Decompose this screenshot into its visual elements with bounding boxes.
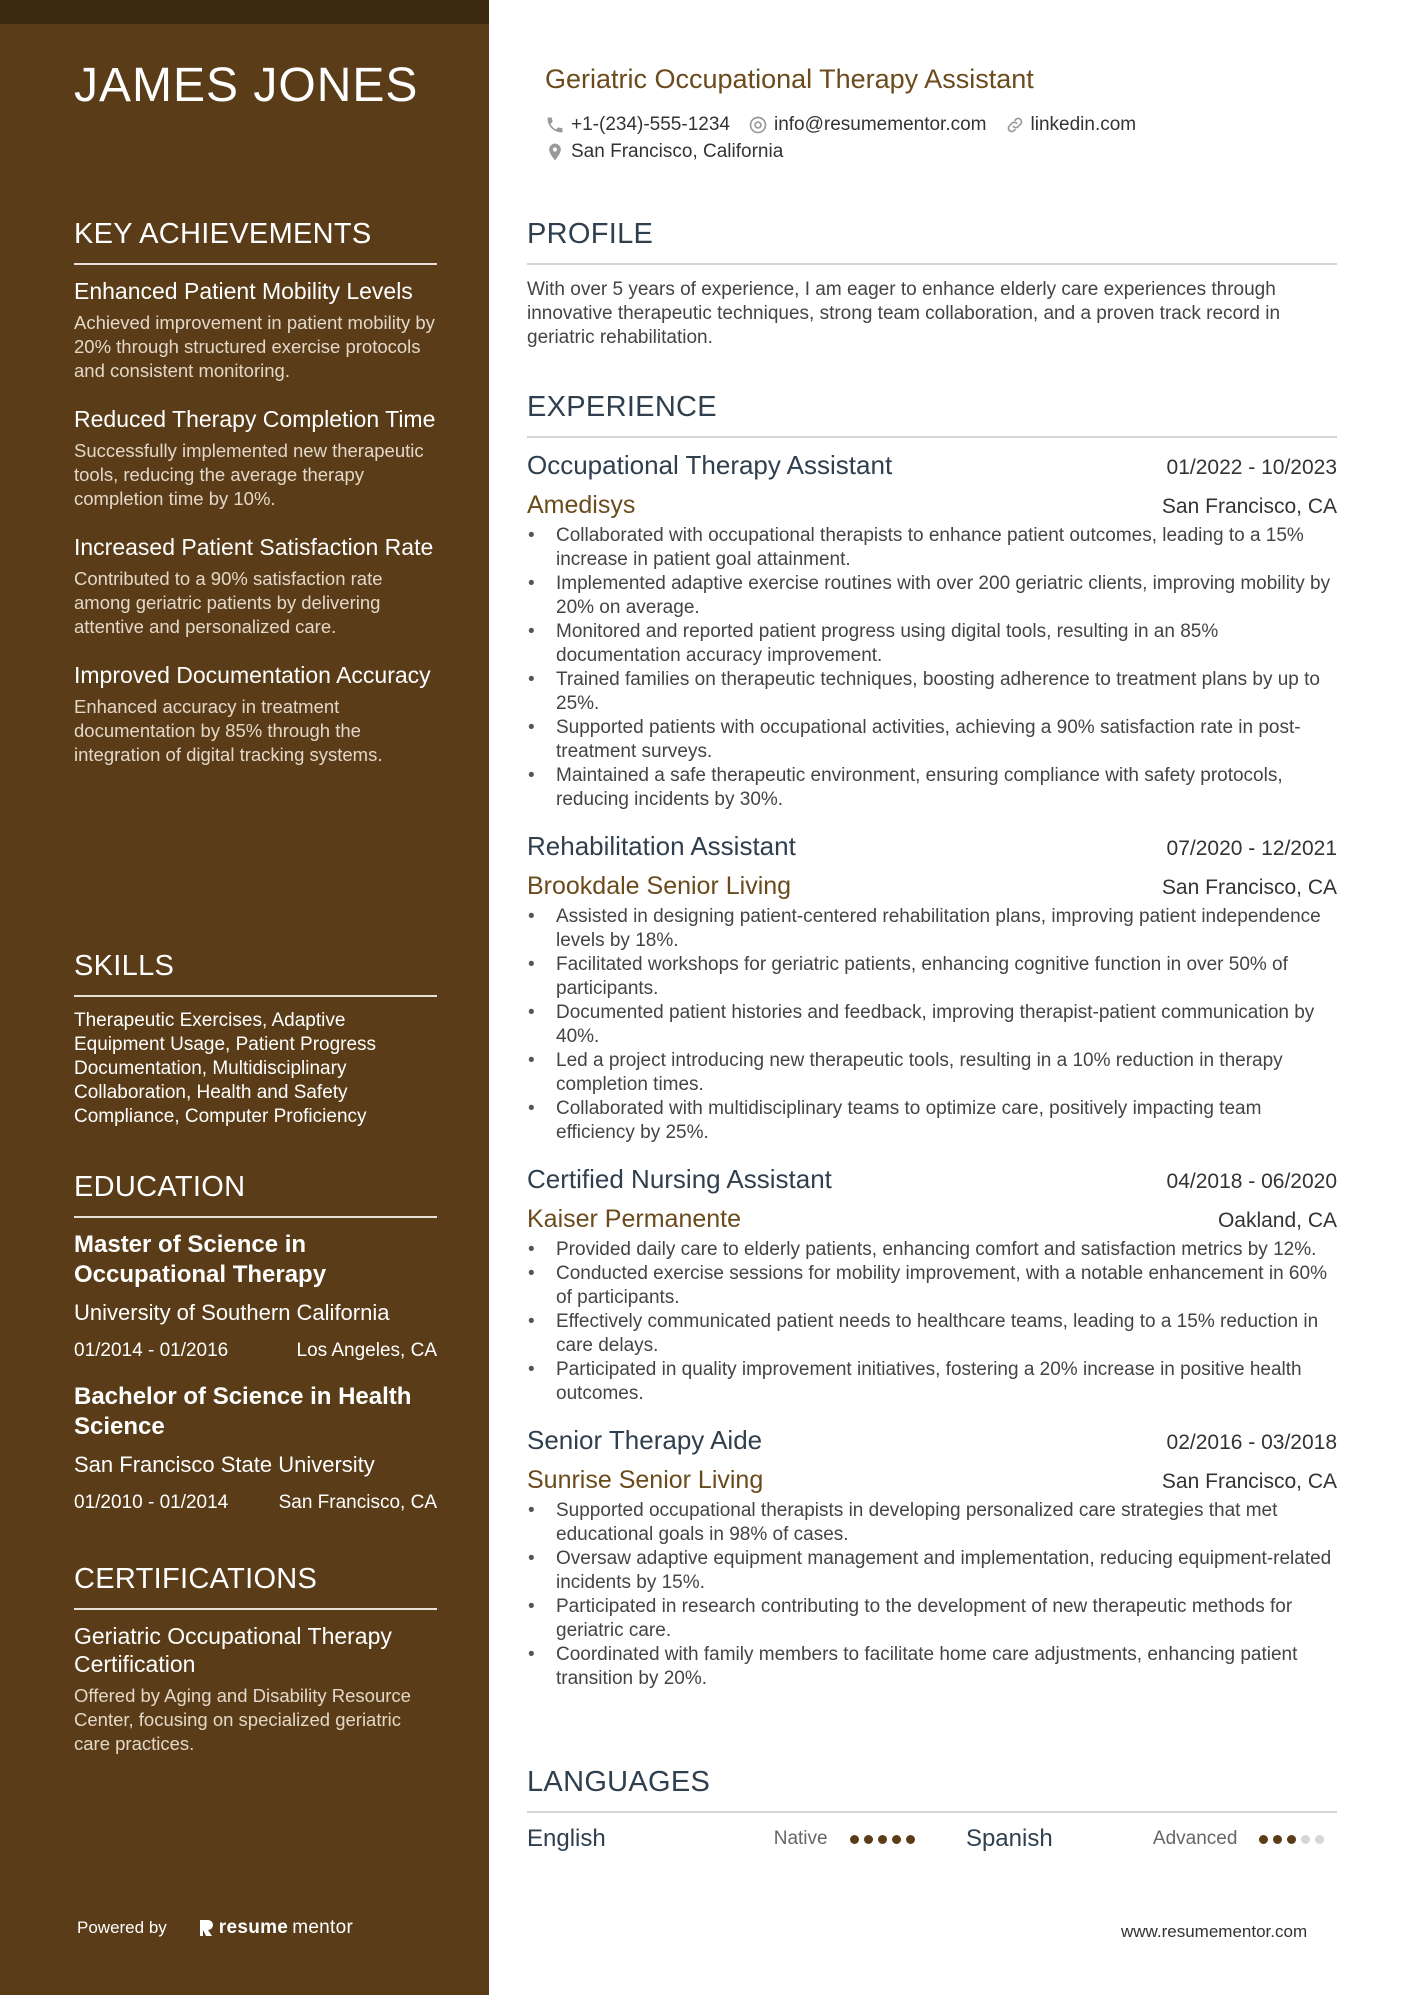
company-name: Kaiser Permanente	[527, 1205, 742, 1233]
contact-phone[interactable]: +1-(234)-555-1234	[545, 114, 730, 136]
job-dates: 04/2018 - 06/2020	[1166, 1170, 1337, 1193]
job-bullet: • Implemented adaptive exercise routines with over 200 geriatric clients, improving mobility by 20% on average.	[527, 572, 1337, 620]
job-title: Senior Therapy Aide	[527, 1425, 763, 1455]
job-bullet: • Conducted exercise sessions for mobility improvement, with a notable enhancement in 60% of participants.	[527, 1262, 1337, 1310]
achievement-item	[74, 533, 437, 639]
skills-title: SKILLS	[74, 950, 437, 997]
job-bullet: • Monitored and reported patient progress using digital tools, resulting in an 85% documentation accuracy improvement.	[527, 620, 1337, 668]
languages-title: LANGUAGES	[527, 1766, 1337, 1813]
brand-logo[interactable]	[197, 1917, 353, 1939]
rating-dot-empty	[1301, 1835, 1310, 1844]
job-bullet: • Collaborated with occupational therapists to enhance patient outcomes, leading to a 15% increase in patient goal attainment.	[527, 524, 1337, 572]
powered-by	[77, 1917, 353, 1939]
job-bullet: • Led a project introducing new therapeutic tools, resulting in a 10% reduction in therapy completion times.	[527, 1049, 1337, 1097]
footer-url[interactable]: www.resumementor.com	[1121, 1922, 1308, 1941]
job-location: Oakland, CA	[1217, 1209, 1337, 1232]
job-entry	[527, 831, 1337, 1145]
job-bullet: • Supported occupational therapists in developing personalized care strategies that met educational goals in 98% of cases.	[527, 1499, 1337, 1547]
job-bullet: • Provided daily care to elderly patients, enhancing comfort and satisfaction metrics by 12%.	[527, 1238, 1337, 1262]
contact-email[interactable]: info@resumementor.com	[748, 114, 987, 136]
job-bullets	[527, 1499, 1337, 1691]
achievement-desc: Contributed to a 90% satisfaction rate among geriatric patients by delivering attentive and personalized care.	[74, 568, 383, 637]
education-section	[74, 1171, 437, 1514]
experience-section	[527, 391, 1337, 1691]
achievement-title: Reduced Therapy Completion Time	[74, 406, 436, 432]
certification-desc: Offered by Aging and Disability Resource Center, focusing on specialized geriatric care practices.	[74, 1685, 411, 1754]
brand-light: mentor	[292, 1917, 354, 1938]
achievements-title: KEY ACHIEVEMENTS	[74, 218, 437, 265]
brand-bold: resume	[218, 1917, 289, 1938]
rating-dot-filled	[906, 1835, 915, 1844]
contact-row-2	[545, 141, 783, 163]
rating-dot-filled	[864, 1835, 873, 1844]
language-name: English	[527, 1825, 606, 1852]
sidebar-top-bar	[0, 0, 489, 24]
education-item	[74, 1230, 437, 1362]
phone-icon	[545, 115, 565, 135]
profile-section	[527, 218, 1337, 350]
language-level: Advanced	[1152, 1828, 1238, 1849]
rating-dot-filled	[850, 1835, 859, 1844]
job-dates: 07/2020 - 12/2021	[1166, 837, 1337, 860]
at-icon	[748, 115, 768, 135]
profile-text: With over 5 years of experience, I am eager to enhance elderly care experiences through innovative therapeutic techniques, strong team collaboration, and a proven track record in geriatric rehabilitation.	[527, 279, 1281, 348]
profile-title: PROFILE	[527, 218, 1337, 265]
achievement-desc: Enhanced accuracy in treatment documentation by 85% through the integration of digital tracking systems.	[74, 696, 383, 765]
person-name: JAMES JONES	[74, 59, 419, 112]
job-entry	[527, 1164, 1337, 1406]
language-level: Native	[773, 1828, 828, 1849]
rating-dot-filled	[878, 1835, 887, 1844]
certification-title: Geriatric Occupational Therapy Certification	[74, 1623, 392, 1677]
job-bullets	[527, 524, 1337, 812]
education-dates: 01/2014 - 01/2016	[74, 1340, 229, 1361]
education-title: EDUCATION	[74, 1171, 437, 1218]
job-target-title: Geriatric Occupational Therapy Assistant	[545, 64, 1034, 94]
skills-section	[74, 950, 437, 1129]
languages-section	[527, 1766, 1337, 1853]
job-dates: 02/2016 - 03/2018	[1166, 1431, 1337, 1454]
achievement-title: Enhanced Patient Mobility Levels	[74, 278, 413, 304]
resumementor-logo-icon	[197, 1918, 215, 1938]
certification-item	[74, 1622, 437, 1756]
job-bullet: • Supported patients with occupational activities, achieving a 90% satisfaction rate in post-treatment surveys.	[527, 716, 1337, 764]
job-bullet: • Maintained a safe therapeutic environment, ensuring compliance with safety protocols, reducing incidents by 30%.	[527, 764, 1337, 812]
job-bullet: • Facilitated workshops for geriatric patients, enhancing cognitive function in over 50% of participants.	[527, 953, 1337, 1001]
experience-title: EXPERIENCE	[527, 391, 1337, 438]
job-title: Occupational Therapy Assistant	[527, 450, 893, 480]
language-rating	[850, 1835, 966, 1844]
job-bullet: • Collaborated with multidisciplinary teams to optimize care, positively impacting team efficiency by 25%.	[527, 1097, 1337, 1145]
certifications-section	[74, 1563, 437, 1756]
job-bullet: • Coordinated with family members to facilitate home care adjustments, enhancing patient transition by 20%.	[527, 1643, 1337, 1691]
job-title: Rehabilitation Assistant	[527, 831, 796, 861]
job-bullet: • Participated in research contributing to the development of new therapeutic methods for geriatric care.	[527, 1595, 1337, 1643]
job-location: San Francisco, CA	[1161, 495, 1337, 518]
languages-row	[527, 1825, 1337, 1853]
powered-by-label: Powered by	[77, 1918, 167, 1937]
contact-location: San Francisco, California	[545, 141, 783, 163]
contact-row-1	[545, 114, 1136, 136]
job-entry	[527, 1425, 1337, 1691]
education-degree: Master of Science in Occupational Therapy	[74, 1231, 327, 1288]
job-location: San Francisco, CA	[1161, 876, 1337, 899]
education-degree: Bachelor of Science in Health Science	[74, 1383, 412, 1440]
rating-dot-filled	[892, 1835, 901, 1844]
education-item	[74, 1382, 437, 1514]
job-bullet: • Participated in quality improvement initiatives, fostering a 20% increase in positive health outcomes.	[527, 1358, 1337, 1406]
achievement-title: Increased Patient Satisfaction Rate	[74, 534, 434, 560]
certifications-title: CERTIFICATIONS	[74, 1563, 437, 1610]
job-dates: 01/2022 - 10/2023	[1166, 456, 1337, 479]
job-title: Certified Nursing Assistant	[527, 1164, 832, 1194]
education-school: University of Southern California	[74, 1300, 390, 1325]
job-bullet: • Trained families on therapeutic techniques, boosting adherence to treatment plans by up to 25%.	[527, 668, 1337, 716]
company-name: Amedisys	[527, 491, 636, 519]
rating-dot-filled	[1287, 1835, 1296, 1844]
job-bullet: • Assisted in designing patient-centered rehabilitation plans, improving patient independence levels by 18%.	[527, 905, 1337, 953]
skills-list: Therapeutic Exercises, Adaptive Equipment Usage, Patient Progress Documentation, Multidisciplinary Collaboration, Health and Safety Compliance, Computer Proficiency	[74, 1010, 377, 1127]
job-bullet: • Effectively communicated patient needs to healthcare teams, leading to a 15% reduction in care delays.	[527, 1310, 1337, 1358]
education-dates: 01/2010 - 01/2014	[74, 1492, 229, 1513]
language-name: Spanish	[965, 1825, 1053, 1852]
job-bullets	[527, 905, 1337, 1145]
achievement-title: Improved Documentation Accuracy	[74, 662, 431, 688]
company-name: Brookdale Senior Living	[527, 872, 792, 900]
location-pin-icon	[545, 142, 565, 162]
rating-dot-filled	[1259, 1835, 1268, 1844]
achievement-item	[74, 277, 437, 383]
job-bullet: • Oversaw adaptive equipment management and implementation, reducing equipment-related incidents by 15%.	[527, 1547, 1337, 1595]
job-bullet: • Documented patient histories and feedback, improving therapist-patient communication by 40%.	[527, 1001, 1337, 1049]
language-rating	[1259, 1835, 1337, 1844]
contact-linkedin[interactable]: linkedin.com	[1005, 114, 1137, 136]
job-bullets	[527, 1238, 1337, 1406]
achievement-item	[74, 661, 437, 767]
achievement-item	[74, 405, 437, 511]
achievement-desc: Achieved improvement in patient mobility by 20% through structured exercise protocols and consistent monitoring.	[74, 312, 435, 381]
education-location: San Francisco, CA	[278, 1492, 437, 1513]
rating-dot-empty	[1315, 1835, 1324, 1844]
job-entry	[527, 450, 1337, 812]
link-icon	[1005, 115, 1025, 135]
achievements-section	[74, 218, 437, 767]
education-location: Los Angeles, CA	[296, 1340, 437, 1361]
job-location: San Francisco, CA	[1161, 1470, 1337, 1493]
achievement-desc: Successfully implemented new therapeutic tools, reducing the average therapy completion time by 10%.	[74, 440, 424, 509]
company-name: Sunrise Senior Living	[527, 1466, 764, 1494]
education-school: San Francisco State University	[74, 1452, 375, 1477]
rating-dot-filled	[1273, 1835, 1282, 1844]
